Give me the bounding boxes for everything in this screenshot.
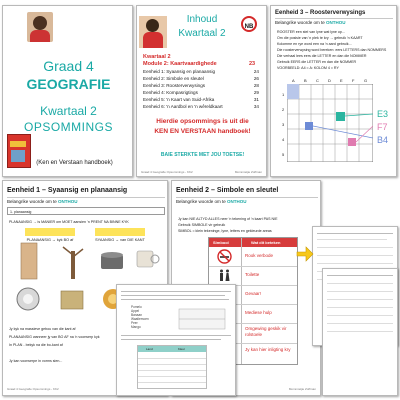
contents-photo: [139, 16, 167, 48]
unit1-title-rule: [7, 197, 165, 198]
worksheet-page: [116, 284, 236, 396]
nb-badge: [241, 16, 257, 32]
cover-subtitle: (Ken en Verstaan handboek): [36, 160, 113, 166]
unit1-key-heading-text: Belangrike woorde om te: [7, 199, 57, 204]
right-worksheet-rule: [327, 307, 393, 308]
cover-title-line3: Kwartaal 2: [40, 104, 97, 118]
unit1-side-label-text: SYAANSIG → van DIE KANT: [95, 238, 145, 242]
worksheet-table: [137, 345, 207, 389]
worksheet-text-line: [121, 335, 231, 336]
symbols-head-symbol: Simbool: [213, 240, 229, 245]
symbol-meaning: Mediese hulp: [245, 310, 272, 315]
worksheet-list: [131, 305, 161, 329]
cover-title-line4: OPSOMMINGS: [23, 120, 113, 134]
unit1-word-box: [7, 207, 165, 215]
contents-item-page: 26: [253, 76, 259, 81]
contents-item[interactable]: [143, 97, 259, 104]
grid-bullet: Om die posisie van 'n plek te kry → gebruik 'n KAART: [277, 36, 363, 40]
right-worksheet-front: [322, 268, 398, 396]
worksheet-text-line: [121, 339, 221, 340]
contents-item-label: Eenheid 5: 'n Kaart van Suid-Afrika: [143, 97, 215, 102]
grid-row-label: 1: [282, 92, 285, 97]
right-worksheet-rule: [327, 315, 393, 316]
grid-column-label: D: [328, 78, 331, 83]
worksheet-table-rule: [138, 358, 206, 359]
cover-photo: [27, 12, 53, 42]
unit1-key-heading-accent: ONTHOU: [58, 199, 78, 204]
cover-photo-person: [33, 16, 47, 30]
grid-column-label: E: [340, 78, 343, 83]
symbols-head-meaning: Wat dit beteken: [251, 240, 281, 245]
symbol-meaning: Omgewing geskik vir rolstoele: [245, 326, 287, 337]
unit1-key-heading: [7, 199, 78, 204]
symbol-meaning: Rook verbode: [245, 253, 274, 258]
grid-key-heading-accent: ONTHOU: [326, 20, 346, 25]
unit1-lower-bullet: PLANAANSIG wanneer jy van BO AF na 'n voorwerp kyk: [9, 335, 100, 339]
contents-photo-person: [146, 19, 159, 32]
unit1-picture-pot: [97, 243, 127, 273]
unit1-lower-bullet: In PLAN - bekyk na die bo-kant af: [9, 343, 63, 347]
unit2-key-heading: [176, 199, 247, 204]
contents-item-page: 31: [253, 97, 259, 102]
unit2-footer-right: Mommietjie Zoffman: [288, 387, 316, 391]
unit1-picture-book: [57, 285, 87, 315]
right-worksheet-rule: [317, 247, 393, 248]
grid-row-label: 5: [282, 152, 285, 157]
cover-title-line1: Graad 4: [43, 58, 94, 74]
grid-bullet: Die roosterverwysing word bereken: eers LETTERS dan NOMMERS: [277, 48, 387, 52]
worksheet-head-land: Land: [146, 347, 153, 351]
worksheet-table-head: [138, 346, 206, 352]
unit1-picture-lamp: [13, 285, 43, 315]
grid-column-label: F: [352, 78, 355, 83]
grid-column-label: G: [364, 78, 368, 83]
worksheet-head-color: Kleur: [178, 347, 186, 351]
worksheet-list-item: Peer: [131, 321, 138, 325]
worksheet-table-rule: [138, 382, 206, 383]
symbol-row: [209, 266, 297, 286]
unit1-bullet: PLANAANSIG → is MANIER om MOET aansien 'n PRENT NA BINNE KYK: [9, 220, 129, 224]
contents-title-line1: Inhoud: [186, 14, 218, 25]
contents-item[interactable]: [143, 76, 259, 83]
worksheet-list-item: Mango: [131, 325, 141, 329]
arrow-right-icon: [296, 246, 314, 262]
symbol-meaning: Gevaar!: [245, 291, 262, 296]
contents-note-line1: Hierdie opsommings is uit die: [156, 118, 249, 125]
grid-key-heading-text: Belangrike woorde om te: [275, 20, 325, 25]
worksheet-list-item: Waatlemoen: [131, 317, 149, 321]
unit2-bullet: Jy kan NIE ALTYD ALLES neer 'n tekening of 'n kaart PAS NIE: [178, 217, 278, 221]
grid-reference-page: [270, 5, 397, 177]
grid-row-label: 4: [282, 137, 285, 142]
unit2-bullet: SIMBOL = klein tekeninge, lyne, letters en gekleurde areas: [178, 229, 272, 233]
unit1-picture-tree: [53, 241, 93, 281]
grid-title-rule: [275, 18, 393, 19]
contents-page: [136, 5, 267, 177]
contents-footer-left: Graad 4 Geografie Opsommings - KK2: [141, 170, 193, 174]
worksheet-text-line: [121, 299, 229, 300]
worksheet-table-rule: [138, 370, 206, 371]
right-worksheet-rule: [327, 291, 393, 292]
grid-bullet: VOORBEELD: A4 = A: KOLOM 4 = RY: [277, 66, 339, 70]
grid-column-label: B: [304, 78, 307, 83]
right-worksheet-rule: [317, 255, 393, 256]
worksheet-text-line: [121, 291, 231, 292]
grid-column-label: C: [316, 78, 319, 83]
right-worksheet-rule: [327, 331, 393, 332]
unit2-title-rule: [176, 197, 318, 198]
contents-item[interactable]: [143, 83, 259, 90]
right-worksheet-rule: [327, 283, 393, 284]
no-smoking-icon: [217, 249, 232, 264]
symbol-row: [209, 247, 297, 267]
contents-wish: BAIE STERKTE MET JOU TOETSE!: [160, 152, 245, 158]
right-worksheet-rule: [317, 263, 393, 264]
symbol-meaning: Jy kan hier inligting kry: [245, 347, 291, 352]
cover-title-line2: GEOGRAFIE: [26, 76, 111, 92]
reference-grid: [287, 84, 373, 162]
contents-item-page: 24: [253, 69, 259, 74]
unit1-lower-bullet: Jy kyk na massieve gebou van die kant af: [9, 327, 76, 331]
right-worksheet-rule: [317, 239, 387, 240]
symbols-table-head: [209, 238, 297, 247]
contents-footer-right: Mommietjie Zoffman: [234, 170, 262, 174]
unit1-plan-label: [25, 228, 75, 242]
grid-side-label: E3: [377, 109, 389, 119]
contents-item[interactable]: [143, 90, 259, 97]
unit1-picture-ruler: [11, 241, 51, 281]
right-worksheet-rule: [327, 323, 393, 324]
contents-note-line2: KEN EN VERSTAAN handboek!: [154, 128, 251, 135]
grid-side-label: B4: [377, 135, 389, 145]
unit2-key-heading-accent: ONTHOU: [227, 199, 247, 204]
contents-module-heading: Module 2: Kaartvaardighede: [143, 61, 217, 67]
grid-side-label: F7: [377, 122, 388, 132]
contents-title-line2: Kwartaal 2: [178, 28, 226, 39]
unit1-footer-left: Graad 4 Geografie Opsommings - KK2: [7, 387, 59, 391]
worksheet-diagram: [177, 307, 227, 331]
contents-item-page: 34: [253, 104, 259, 109]
grid-bullet: Die verhaal lees eers die LETTER en dan die NOMMER: [277, 54, 367, 58]
worksheet-table-rule: [138, 364, 206, 365]
right-worksheet-rule: [327, 299, 393, 300]
grid-page-title: Eenheid 3 – Roosterverwysings: [275, 10, 366, 16]
contents-item-page: 28: [253, 83, 259, 88]
contents-item-label: Eenheid 4: Kompasrigtings: [143, 90, 198, 95]
unit1-plan-label-text: PLANAANSIG → kyk BO af: [26, 238, 74, 242]
grid-key-heading: [275, 20, 346, 25]
contents-item-page: 29: [253, 90, 259, 95]
symbol-meaning: Toilette: [245, 272, 260, 277]
unit1-word: 1. planaansig: [10, 210, 32, 214]
grid-bullet: ROOSTER een stel van lyne wat lyne op...: [277, 30, 345, 34]
contents-module-page: 23: [249, 61, 256, 67]
contents-item-label: Eenheid 1: Syaansig en planaansig: [143, 69, 216, 74]
unit2-title: Eenheid 2 – Simbole en sleutel: [176, 187, 279, 194]
contents-photo-body: [143, 32, 163, 48]
cover-book-band: [10, 141, 26, 147]
unit1-picture-cup: [131, 243, 161, 273]
worksheet-list-item: Banaan: [131, 313, 142, 317]
toilet-icon: [217, 268, 232, 283]
unit1-lower-bullet: Jy kan voorwerpe in vorms sien...: [9, 359, 63, 363]
worksheet-table-rule: [138, 376, 206, 377]
cover-photo-body: [30, 30, 50, 42]
unit1-title: Eenheid 1 – Syaansig en planaansig: [7, 187, 128, 194]
unit2-bullet: Gebruik SIMBOLE vir gebruik: [178, 223, 226, 227]
right-worksheet-rule: [317, 233, 393, 234]
contents-item-label: Eenheid 2: Simbole en sleutel: [143, 76, 204, 81]
contents-item-label: Eenheid 6: 'n Aardbol en 'n wêreldkaart: [143, 104, 223, 109]
contents-item[interactable]: [143, 104, 259, 111]
grid-column-label: A: [292, 78, 295, 83]
unit2-key-heading-text: Belangrike woorde om te: [176, 199, 226, 204]
grid-row-label: 2: [282, 107, 285, 112]
grid-bullet: Kolomme en rye word een na 'n aard gebruik...: [277, 42, 352, 46]
contents-item[interactable]: [143, 69, 259, 76]
right-worksheet-rule: [327, 275, 393, 276]
worksheet-list-item: Appel: [131, 309, 140, 313]
grid-row-label: 3: [282, 122, 285, 127]
nb-badge-text: NB: [244, 24, 254, 30]
cover-page: [2, 5, 133, 177]
worksheet-text-line: [121, 295, 225, 296]
worksheet-list-item: Pomelo: [131, 305, 142, 309]
unit1-side-label: [95, 228, 145, 242]
contents-term-heading: Kwartaal 2: [143, 54, 171, 60]
contents-item-label: Eenheid 3: Roosterverwysings: [143, 83, 206, 88]
grid-bullet: Gebruik EERS die LETTER en dan die NOMMER: [277, 60, 357, 64]
